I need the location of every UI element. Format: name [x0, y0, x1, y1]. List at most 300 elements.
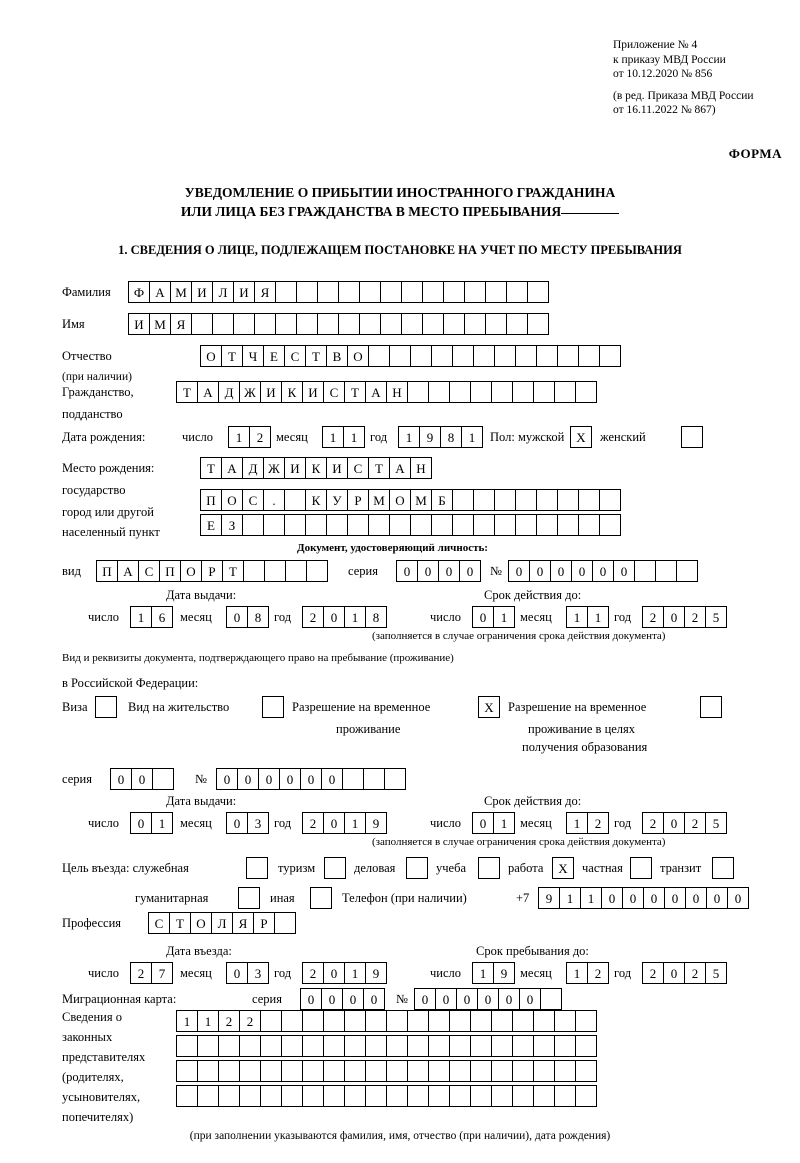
char-cell[interactable]: И — [191, 281, 213, 303]
char-cell[interactable] — [386, 1010, 408, 1032]
char-cell[interactable] — [401, 313, 423, 335]
char-cell[interactable] — [422, 281, 444, 303]
char-cell[interactable]: 0 — [664, 887, 686, 909]
char-cell[interactable] — [515, 345, 537, 367]
stay-valid-day-input[interactable] — [472, 812, 514, 834]
char-cell[interactable] — [359, 313, 381, 335]
char-cell[interactable]: Т — [169, 912, 191, 934]
char-cell[interactable]: 3 — [247, 812, 269, 834]
char-cell[interactable]: И — [233, 281, 255, 303]
temp-residence-checkbox[interactable] — [478, 696, 499, 718]
stay-issue-year-input[interactable] — [302, 812, 386, 834]
char-cell[interactable]: Т — [222, 560, 244, 582]
char-cell[interactable] — [655, 560, 677, 582]
char-cell[interactable]: 0 — [342, 988, 364, 1010]
char-cell[interactable] — [578, 514, 600, 536]
char-cell[interactable]: 0 — [323, 962, 345, 984]
char-cell[interactable] — [344, 1035, 366, 1057]
char-cell[interactable] — [233, 313, 255, 335]
doc-series-input[interactable] — [396, 560, 480, 582]
char-cell[interactable] — [422, 313, 444, 335]
char-cell[interactable] — [281, 1010, 303, 1032]
char-cell[interactable] — [401, 281, 423, 303]
char-cell[interactable]: 5 — [705, 606, 727, 628]
char-cell[interactable]: 1 — [344, 606, 366, 628]
purpose-service-checkbox[interactable] — [246, 857, 267, 879]
char-cell[interactable]: 0 — [472, 606, 494, 628]
char-cell[interactable] — [512, 1035, 534, 1057]
char-cell[interactable] — [281, 1035, 303, 1057]
char-cell[interactable]: Р — [347, 489, 369, 511]
char-cell[interactable]: 0 — [438, 560, 460, 582]
char-cell[interactable]: Ж — [263, 457, 285, 479]
char-cell[interactable] — [533, 1085, 555, 1107]
char-cell[interactable] — [515, 514, 537, 536]
char-cell[interactable]: 0 — [601, 887, 623, 909]
char-cell[interactable]: 3 — [247, 962, 269, 984]
char-cell[interactable] — [575, 1010, 597, 1032]
profession-input[interactable] — [148, 912, 295, 934]
char-cell[interactable] — [239, 1035, 261, 1057]
birth-year-input[interactable] — [398, 426, 482, 448]
char-cell[interactable]: 1 — [472, 962, 494, 984]
char-cell[interactable]: 9 — [365, 962, 387, 984]
char-cell[interactable]: М — [368, 489, 390, 511]
char-cell[interactable] — [443, 313, 465, 335]
char-cell[interactable]: 0 — [363, 988, 385, 1010]
char-cell[interactable] — [533, 1060, 555, 1082]
char-cell[interactable]: 0 — [323, 606, 345, 628]
char-cell[interactable] — [95, 696, 117, 718]
char-cell[interactable]: 1 — [344, 812, 366, 834]
stay-series-input[interactable] — [110, 768, 173, 790]
char-cell[interactable] — [264, 560, 286, 582]
char-cell[interactable] — [254, 313, 276, 335]
char-cell[interactable]: 0 — [456, 988, 478, 1010]
char-cell[interactable] — [533, 1010, 555, 1032]
char-cell[interactable]: 2 — [130, 962, 152, 984]
char-cell[interactable] — [578, 489, 600, 511]
char-cell[interactable] — [176, 1060, 198, 1082]
char-cell[interactable]: 0 — [237, 768, 259, 790]
char-cell[interactable]: 9 — [493, 962, 515, 984]
char-cell[interactable] — [681, 426, 703, 448]
char-cell[interactable] — [365, 1060, 387, 1082]
sex-male-checkbox[interactable] — [570, 426, 591, 448]
char-cell[interactable] — [491, 1010, 513, 1032]
char-cell[interactable] — [218, 1035, 240, 1057]
char-cell[interactable]: Т — [344, 381, 366, 403]
char-cell[interactable] — [428, 1035, 450, 1057]
char-cell[interactable] — [599, 489, 621, 511]
char-cell[interactable] — [428, 381, 450, 403]
char-cell[interactable]: Н — [410, 457, 432, 479]
char-cell[interactable] — [406, 857, 428, 879]
char-cell[interactable] — [389, 514, 411, 536]
char-cell[interactable]: 5 — [705, 962, 727, 984]
char-cell[interactable] — [323, 1085, 345, 1107]
char-cell[interactable]: 0 — [508, 560, 530, 582]
char-cell[interactable]: 2 — [684, 812, 706, 834]
char-cell[interactable]: Е — [263, 345, 285, 367]
purpose-other-checkbox[interactable] — [310, 887, 331, 909]
char-cell[interactable] — [284, 514, 306, 536]
char-cell[interactable]: О — [180, 560, 202, 582]
char-cell[interactable] — [407, 1085, 429, 1107]
char-cell[interactable]: 1 — [580, 887, 602, 909]
char-cell[interactable] — [506, 313, 528, 335]
char-cell[interactable] — [494, 489, 516, 511]
char-cell[interactable]: Л — [212, 281, 234, 303]
birth-day-input[interactable] — [228, 426, 270, 448]
doc-valid-year-input[interactable] — [642, 606, 726, 628]
char-cell[interactable]: 1 — [228, 426, 250, 448]
char-cell[interactable] — [323, 1010, 345, 1032]
char-cell[interactable]: 0 — [529, 560, 551, 582]
stay-issue-day-input[interactable] — [130, 812, 172, 834]
char-cell[interactable] — [239, 1060, 261, 1082]
char-cell[interactable]: 0 — [414, 988, 436, 1010]
stay-end-day-input[interactable] — [472, 962, 514, 984]
patronymic-input[interactable] — [200, 345, 620, 367]
char-cell[interactable]: С — [138, 560, 160, 582]
citizenship-input[interactable] — [176, 381, 596, 403]
char-cell[interactable]: 0 — [226, 962, 248, 984]
char-cell[interactable]: Б — [431, 489, 453, 511]
stay-end-month-input[interactable] — [566, 962, 608, 984]
char-cell[interactable]: 0 — [663, 962, 685, 984]
visa-checkbox[interactable] — [95, 696, 116, 718]
char-cell[interactable]: О — [347, 345, 369, 367]
char-cell[interactable]: 0 — [417, 560, 439, 582]
char-cell[interactable]: 1 — [587, 606, 609, 628]
char-cell[interactable] — [275, 281, 297, 303]
char-cell[interactable] — [310, 887, 332, 909]
legal-reps-row-3[interactable] — [176, 1060, 596, 1082]
char-cell[interactable]: 2 — [684, 962, 706, 984]
char-cell[interactable] — [386, 1085, 408, 1107]
char-cell[interactable]: 2 — [249, 426, 271, 448]
purpose-tourism-checkbox[interactable] — [324, 857, 345, 879]
char-cell[interactable]: К — [305, 457, 327, 479]
char-cell[interactable]: 9 — [538, 887, 560, 909]
char-cell[interactable] — [470, 1035, 492, 1057]
sex-female-checkbox[interactable] — [681, 426, 702, 448]
char-cell[interactable]: О — [221, 489, 243, 511]
char-cell[interactable]: 2 — [684, 606, 706, 628]
char-cell[interactable]: Т — [305, 345, 327, 367]
char-cell[interactable] — [410, 345, 432, 367]
char-cell[interactable]: 8 — [440, 426, 462, 448]
char-cell[interactable]: 1 — [343, 426, 365, 448]
char-cell[interactable]: 2 — [587, 962, 609, 984]
purpose-private-checkbox[interactable] — [630, 857, 651, 879]
char-cell[interactable] — [368, 514, 390, 536]
char-cell[interactable]: 1 — [398, 426, 420, 448]
char-cell[interactable] — [464, 313, 486, 335]
char-cell[interactable]: Р — [253, 912, 275, 934]
migration-card-series-input[interactable] — [300, 988, 384, 1010]
char-cell[interactable]: Я — [254, 281, 276, 303]
char-cell[interactable] — [449, 1035, 471, 1057]
char-cell[interactable]: А — [149, 281, 171, 303]
char-cell[interactable]: 0 — [663, 812, 685, 834]
char-cell[interactable]: С — [323, 381, 345, 403]
char-cell[interactable]: 2 — [642, 812, 664, 834]
char-cell[interactable]: 2 — [218, 1010, 240, 1032]
birth-place-row-2[interactable] — [200, 489, 620, 511]
char-cell[interactable]: И — [326, 457, 348, 479]
char-cell[interactable] — [326, 514, 348, 536]
char-cell[interactable] — [386, 1060, 408, 1082]
char-cell[interactable]: 7 — [151, 962, 173, 984]
purpose-business-checkbox[interactable] — [406, 857, 427, 879]
char-cell[interactable] — [634, 560, 656, 582]
char-cell[interactable] — [470, 1085, 492, 1107]
char-cell[interactable] — [359, 281, 381, 303]
entry-year-input[interactable] — [302, 962, 386, 984]
legal-reps-row-1[interactable] — [176, 1010, 596, 1032]
char-cell[interactable]: 2 — [302, 962, 324, 984]
char-cell[interactable]: 2 — [642, 962, 664, 984]
char-cell[interactable]: 0 — [706, 887, 728, 909]
char-cell[interactable] — [344, 1085, 366, 1107]
char-cell[interactable]: 2 — [642, 606, 664, 628]
char-cell[interactable] — [473, 489, 495, 511]
char-cell[interactable] — [470, 381, 492, 403]
char-cell[interactable] — [260, 1035, 282, 1057]
doc-valid-month-input[interactable] — [566, 606, 608, 628]
char-cell[interactable]: 8 — [365, 606, 387, 628]
char-cell[interactable] — [246, 857, 268, 879]
char-cell[interactable]: 0 — [131, 768, 153, 790]
char-cell[interactable] — [296, 281, 318, 303]
char-cell[interactable]: 0 — [643, 887, 665, 909]
char-cell[interactable] — [473, 514, 495, 536]
char-cell[interactable] — [305, 514, 327, 536]
char-cell[interactable]: М — [149, 313, 171, 335]
char-cell[interactable]: И — [128, 313, 150, 335]
char-cell[interactable] — [575, 1060, 597, 1082]
char-cell[interactable] — [218, 1085, 240, 1107]
char-cell[interactable] — [197, 1035, 219, 1057]
char-cell[interactable]: Е — [200, 514, 222, 536]
char-cell[interactable] — [599, 345, 621, 367]
char-cell[interactable]: . — [263, 489, 285, 511]
char-cell[interactable]: 0 — [323, 812, 345, 834]
char-cell[interactable] — [384, 768, 406, 790]
char-cell[interactable]: 0 — [571, 560, 593, 582]
stay-valid-year-input[interactable] — [642, 812, 726, 834]
char-cell[interactable]: 0 — [685, 887, 707, 909]
char-cell[interactable]: А — [197, 381, 219, 403]
char-cell[interactable]: 9 — [419, 426, 441, 448]
char-cell[interactable] — [449, 1010, 471, 1032]
char-cell[interactable] — [365, 1035, 387, 1057]
char-cell[interactable]: 1 — [197, 1010, 219, 1032]
stay-issue-month-input[interactable] — [226, 812, 268, 834]
char-cell[interactable] — [363, 768, 385, 790]
char-cell[interactable] — [281, 1085, 303, 1107]
char-cell[interactable] — [380, 313, 402, 335]
char-cell[interactable]: И — [302, 381, 324, 403]
entry-day-input[interactable] — [130, 962, 172, 984]
char-cell[interactable] — [630, 857, 652, 879]
char-cell[interactable] — [512, 1060, 534, 1082]
char-cell[interactable] — [491, 381, 513, 403]
char-cell[interactable] — [449, 1085, 471, 1107]
purpose-study-checkbox[interactable] — [478, 857, 499, 879]
char-cell[interactable] — [191, 313, 213, 335]
char-cell[interactable] — [533, 381, 555, 403]
char-cell[interactable]: 1 — [566, 812, 588, 834]
char-cell[interactable] — [317, 313, 339, 335]
char-cell[interactable]: 0 — [727, 887, 749, 909]
char-cell[interactable] — [536, 489, 558, 511]
char-cell[interactable] — [512, 381, 534, 403]
char-cell[interactable] — [536, 345, 558, 367]
doc-kind-input[interactable] — [96, 560, 327, 582]
char-cell[interactable] — [365, 1085, 387, 1107]
char-cell[interactable] — [431, 345, 453, 367]
char-cell[interactable] — [197, 1085, 219, 1107]
purpose-humanitarian-checkbox[interactable] — [238, 887, 259, 909]
char-cell[interactable] — [515, 489, 537, 511]
char-cell[interactable] — [407, 381, 429, 403]
char-cell[interactable] — [491, 1035, 513, 1057]
char-cell[interactable]: Н — [386, 381, 408, 403]
legal-reps-row-4[interactable] — [176, 1085, 596, 1107]
char-cell[interactable]: Ф — [128, 281, 150, 303]
char-cell[interactable] — [302, 1060, 324, 1082]
char-cell[interactable] — [557, 489, 579, 511]
birth-place-row-1[interactable] — [200, 457, 431, 479]
char-cell[interactable] — [712, 857, 734, 879]
legal-reps-row-2[interactable] — [176, 1035, 596, 1057]
char-cell[interactable]: Т — [200, 457, 222, 479]
birth-place-row-3[interactable] — [200, 514, 620, 536]
char-cell[interactable]: К — [305, 489, 327, 511]
char-cell[interactable] — [243, 560, 265, 582]
char-cell[interactable]: И — [284, 457, 306, 479]
char-cell[interactable] — [239, 1085, 261, 1107]
char-cell[interactable]: 0 — [216, 768, 238, 790]
char-cell[interactable]: У — [326, 489, 348, 511]
char-cell[interactable] — [452, 489, 474, 511]
char-cell[interactable] — [275, 313, 297, 335]
char-cell[interactable] — [443, 281, 465, 303]
char-cell[interactable]: X — [552, 857, 574, 879]
char-cell[interactable] — [238, 887, 260, 909]
name-input[interactable] — [128, 313, 548, 335]
birth-month-input[interactable] — [322, 426, 364, 448]
char-cell[interactable] — [260, 1010, 282, 1032]
char-cell[interactable] — [317, 281, 339, 303]
char-cell[interactable] — [554, 381, 576, 403]
stay-end-year-input[interactable] — [642, 962, 726, 984]
char-cell[interactable] — [491, 1085, 513, 1107]
char-cell[interactable] — [575, 1035, 597, 1057]
char-cell[interactable]: 0 — [226, 812, 248, 834]
char-cell[interactable] — [578, 345, 600, 367]
purpose-work-checkbox[interactable] — [552, 857, 573, 879]
char-cell[interactable] — [306, 560, 328, 582]
char-cell[interactable]: 0 — [663, 606, 685, 628]
doc-issue-year-input[interactable] — [302, 606, 386, 628]
char-cell[interactable] — [323, 1060, 345, 1082]
doc-issue-day-input[interactable] — [130, 606, 172, 628]
char-cell[interactable] — [527, 313, 549, 335]
char-cell[interactable]: М — [170, 281, 192, 303]
char-cell[interactable] — [473, 345, 495, 367]
char-cell[interactable] — [478, 857, 500, 879]
doc-number-input[interactable] — [508, 560, 697, 582]
char-cell[interactable] — [347, 514, 369, 536]
char-cell[interactable] — [284, 489, 306, 511]
char-cell[interactable] — [197, 1060, 219, 1082]
char-cell[interactable]: 1 — [344, 962, 366, 984]
char-cell[interactable] — [575, 1085, 597, 1107]
char-cell[interactable] — [557, 514, 579, 536]
purpose-transit-checkbox[interactable] — [712, 857, 733, 879]
char-cell[interactable] — [452, 514, 474, 536]
char-cell[interactable] — [491, 1060, 513, 1082]
char-cell[interactable] — [554, 1085, 576, 1107]
char-cell[interactable]: С — [284, 345, 306, 367]
char-cell[interactable] — [380, 281, 402, 303]
char-cell[interactable]: X — [570, 426, 592, 448]
char-cell[interactable]: Я — [232, 912, 254, 934]
doc-valid-day-input[interactable] — [472, 606, 514, 628]
char-cell[interactable]: Т — [176, 381, 198, 403]
char-cell[interactable]: В — [326, 345, 348, 367]
char-cell[interactable]: 0 — [472, 812, 494, 834]
edu-residence-checkbox[interactable] — [700, 696, 721, 718]
char-cell[interactable]: 0 — [519, 988, 541, 1010]
char-cell[interactable] — [410, 514, 432, 536]
char-cell[interactable] — [557, 345, 579, 367]
char-cell[interactable]: П — [96, 560, 118, 582]
char-cell[interactable] — [428, 1085, 450, 1107]
char-cell[interactable] — [218, 1060, 240, 1082]
phone-input[interactable] — [538, 887, 748, 909]
char-cell[interactable] — [344, 1060, 366, 1082]
char-cell[interactable]: 1 — [493, 606, 515, 628]
char-cell[interactable]: 2 — [302, 606, 324, 628]
char-cell[interactable]: 0 — [321, 988, 343, 1010]
char-cell[interactable] — [485, 313, 507, 335]
char-cell[interactable]: 0 — [300, 768, 322, 790]
char-cell[interactable]: 0 — [622, 887, 644, 909]
char-cell[interactable]: К — [281, 381, 303, 403]
char-cell[interactable]: 0 — [110, 768, 132, 790]
char-cell[interactable] — [342, 768, 364, 790]
char-cell[interactable] — [407, 1060, 429, 1082]
char-cell[interactable] — [494, 345, 516, 367]
char-cell[interactable]: Т — [221, 345, 243, 367]
char-cell[interactable]: 0 — [459, 560, 481, 582]
char-cell[interactable] — [540, 988, 562, 1010]
char-cell[interactable]: А — [389, 457, 411, 479]
char-cell[interactable]: 0 — [613, 560, 635, 582]
char-cell[interactable] — [452, 345, 474, 367]
char-cell[interactable]: Я — [170, 313, 192, 335]
char-cell[interactable] — [263, 514, 285, 536]
char-cell[interactable]: 1 — [322, 426, 344, 448]
char-cell[interactable] — [554, 1035, 576, 1057]
char-cell[interactable] — [302, 1085, 324, 1107]
char-cell[interactable]: 0 — [498, 988, 520, 1010]
